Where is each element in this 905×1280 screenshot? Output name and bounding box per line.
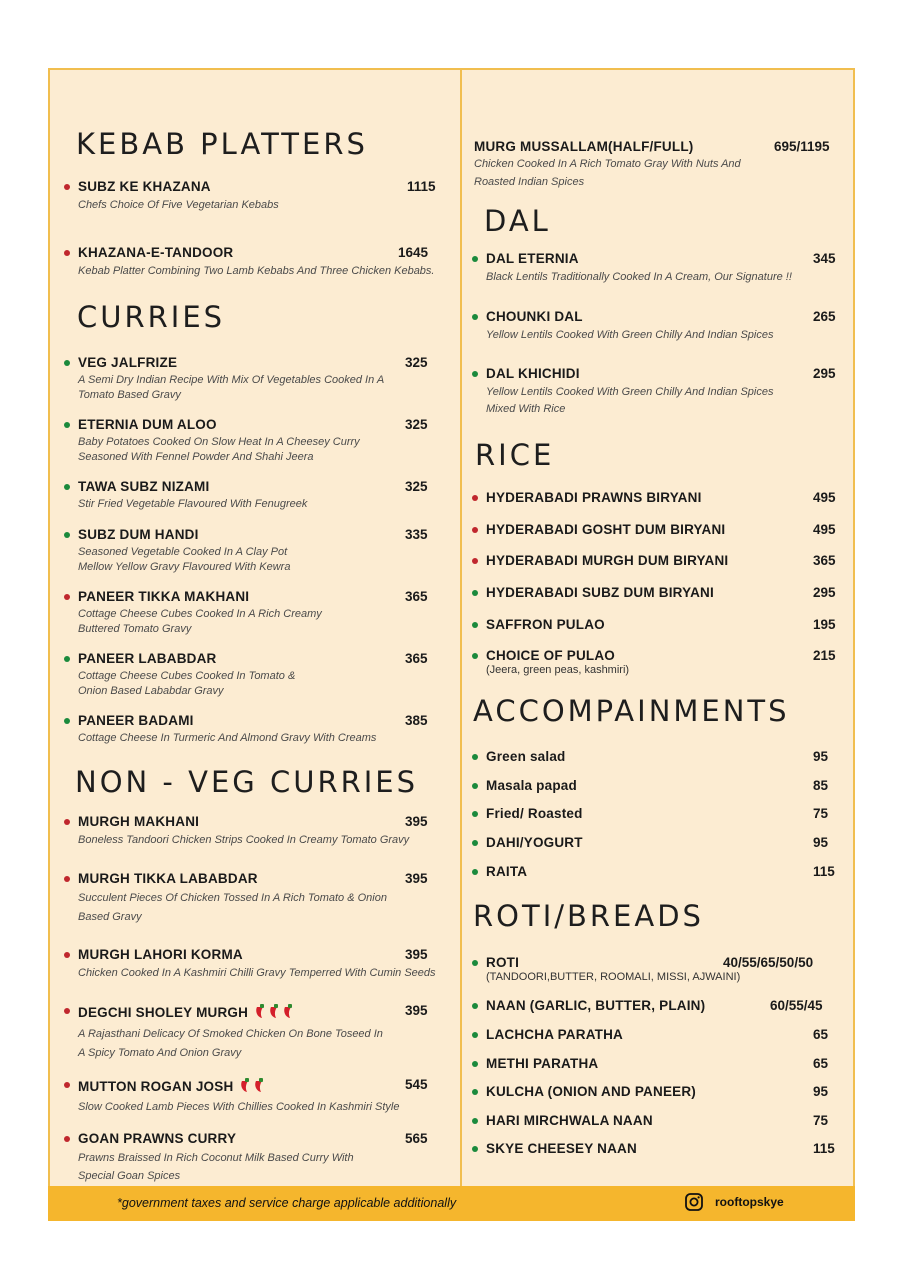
nonveg-dot xyxy=(472,495,478,501)
item-name: GOAN PRAWNS CURRY xyxy=(78,1131,237,1146)
item-price: 545 xyxy=(405,1077,428,1092)
item-price: 695/1195 xyxy=(774,139,830,154)
veg-dot xyxy=(472,1032,478,1038)
item-name: ETERNIA DUM ALOO xyxy=(78,417,217,432)
item-name: PANEER BADAMI xyxy=(78,713,194,728)
item-price: 495 xyxy=(813,522,836,537)
item-name: DAHI/YOGURT xyxy=(486,835,583,850)
menu-item xyxy=(486,617,836,632)
item-name: DAL KHICHIDI xyxy=(486,366,580,381)
nonveg-dot xyxy=(64,1136,70,1142)
item-description: Prawns Braissed In Rich Coconut Milk Based Curry With Special Goan Spices xyxy=(78,1152,354,1182)
item-options: (TANDOORI,BUTTER, ROOMALI, MISSI, AJWAINI) xyxy=(486,971,741,983)
item-price: 95 xyxy=(813,835,829,850)
menu-item xyxy=(78,527,428,575)
veg-dot xyxy=(64,422,70,428)
item-price: 75 xyxy=(813,806,829,821)
item-name: KULCHA (ONION AND PANEER) xyxy=(486,1084,696,1099)
veg-dot xyxy=(472,869,478,875)
item-price: 1645 xyxy=(398,245,429,260)
menu-item xyxy=(486,553,836,568)
item-options: (Jeera, green peas, kashmiri) xyxy=(486,664,630,676)
item-price: 115 xyxy=(813,1141,835,1156)
menu-item xyxy=(486,366,836,418)
item-name: CHOUNKI DAL xyxy=(486,309,583,324)
menu-item xyxy=(78,589,428,637)
item-price: 1115 xyxy=(407,179,436,194)
item-name: METHI PARATHA xyxy=(486,1056,599,1071)
chili-icon xyxy=(254,1003,302,1022)
menu-item xyxy=(486,1027,829,1042)
item-name: VEG JALFRIZE xyxy=(78,355,178,370)
item-price: 325 xyxy=(405,417,428,432)
section-title-kebab-platters: KEBAB PLATTERS xyxy=(76,127,368,161)
item-description: Stir Fried Vegetable Flavoured With Fenugreek xyxy=(78,498,308,510)
item-description: Chefs Choice Of Five Vegetarian Kebabs xyxy=(78,199,279,211)
menu-item xyxy=(78,713,428,746)
item-name: DAL ETERNIA xyxy=(486,251,579,266)
nonveg-dot xyxy=(64,250,70,256)
nonveg-dot xyxy=(64,876,70,882)
veg-dot xyxy=(472,622,478,628)
item-name: KHAZANA-E-TANDOOR xyxy=(78,245,234,260)
item-name: MURGH LAHORI KORMA xyxy=(78,947,243,962)
menu-item xyxy=(486,522,836,537)
item-name: HYDERABADI SUBZ DUM BIRYANI xyxy=(486,585,714,600)
item-price: 565 xyxy=(405,1131,428,1146)
item-price: 40/55/65/50/50 xyxy=(723,955,814,970)
section-title-accompaniments: ACCOMPAINMENTS xyxy=(473,694,790,728)
item-name: TAWA SUBZ NIZAMI xyxy=(78,479,210,494)
veg-dot xyxy=(472,1146,478,1152)
menu-item xyxy=(486,1141,835,1156)
item-price: 395 xyxy=(405,871,428,886)
menu-item xyxy=(486,251,836,286)
item-name: MURGH MAKHANI xyxy=(78,814,200,829)
menu-item xyxy=(486,955,814,983)
menu-item xyxy=(486,1084,829,1099)
chili-icon xyxy=(239,1077,273,1096)
veg-dot xyxy=(472,960,478,966)
veg-dot xyxy=(472,1003,478,1009)
item-name: CHOICE OF PULAO xyxy=(486,648,616,663)
item-name: MURG MUSSALLAM(HALF/FULL) xyxy=(474,139,694,154)
item-description: Yellow Lentils Cooked With Green Chilly And Indian Spices xyxy=(486,329,774,341)
item-name: SUBZ KE KHAZANA xyxy=(78,179,211,194)
veg-dot xyxy=(472,1118,478,1124)
nonveg-dot xyxy=(64,594,70,600)
item-description: Cottage Cheese Cubes Cooked In Tomato & Onion Based Lababdar Gravy xyxy=(78,670,296,697)
menu-item xyxy=(78,1003,428,1063)
item-name: LACHCHA PARATHA xyxy=(486,1027,623,1042)
veg-dot xyxy=(472,1089,478,1095)
menu-item xyxy=(78,417,428,465)
menu-item xyxy=(486,806,829,821)
nonveg-dot xyxy=(472,527,478,533)
veg-dot xyxy=(472,590,478,596)
item-name: HYDERABADI MURGH DUM BIRYANI xyxy=(486,553,729,568)
item-price: 365 xyxy=(405,589,428,604)
menu-item xyxy=(486,998,823,1013)
veg-dot xyxy=(472,256,478,262)
item-description: Seasoned Vegetable Cooked In A Clay Pot Mellow Yellow Gravy Flavoured With Kewra xyxy=(78,546,291,573)
section-title-curries: CURRIES xyxy=(77,300,226,334)
menu-item xyxy=(78,1131,428,1185)
veg-dot xyxy=(472,840,478,846)
item-name: RAITA xyxy=(486,864,528,879)
item-price: 345 xyxy=(813,251,836,266)
item-description: Boneless Tandoori Chicken Strips Cooked In Creamy Tomato Gravy xyxy=(78,834,410,846)
menu-item xyxy=(486,490,836,505)
item-description: Kebab Platter Combining Two Lamb Kebabs And Three Chicken Kebabs. xyxy=(78,265,435,277)
veg-dot xyxy=(472,653,478,659)
item-price: 95 xyxy=(813,1084,829,1099)
item-description: Succulent Pieces Of Chicken Tossed In A Rich Tomato & Onion Based Gravy xyxy=(78,892,387,923)
item-description: Baby Potatoes Cooked On Slow Heat In A Cheesey Curry Seasoned With Fennel Powder And Shahi Jeera xyxy=(78,436,360,463)
menu-item xyxy=(474,139,830,191)
item-description: Yellow Lentils Cooked With Green Chilly And Indian Spices Mixed With Rice xyxy=(486,386,774,415)
column-divider xyxy=(460,68,462,1186)
item-name: ROTI xyxy=(486,955,520,970)
item-description: Slow Cooked Lamb Pieces With Chillies Cooked In Kashmiri Style xyxy=(78,1101,400,1113)
item-price: 335 xyxy=(405,527,428,542)
item-price: 115 xyxy=(813,864,835,879)
tax-note: *government taxes and service charge applicable additionally xyxy=(117,1196,457,1210)
item-description: Chicken Cooked In A Rich Tomato Gray With Nuts And Roasted Indian Spices xyxy=(474,158,741,188)
menu-item xyxy=(486,835,829,850)
item-price: 85 xyxy=(813,778,829,793)
item-name: PANEER LABABDAR xyxy=(78,651,217,666)
menu-item xyxy=(78,814,428,849)
veg-dot xyxy=(472,811,478,817)
instagram-icon[interactable] xyxy=(684,1192,704,1212)
item-name: HARI MIRCHWALA NAAN xyxy=(486,1113,653,1128)
menu-item xyxy=(486,749,829,764)
menu-item xyxy=(78,245,434,280)
veg-dot xyxy=(472,314,478,320)
item-price: 65 xyxy=(813,1027,829,1042)
menu-item xyxy=(486,778,829,793)
section-title-dal: DAL xyxy=(484,204,551,238)
item-price: 385 xyxy=(405,713,428,728)
item-description: Chicken Cooked In A Kashmiri Chilli Gravy Temperred With Cumin Seeds xyxy=(78,967,436,979)
item-price: 295 xyxy=(813,366,836,381)
item-name: SAFFRON PULAO xyxy=(486,617,605,632)
menu-item xyxy=(78,179,436,214)
veg-dot xyxy=(472,754,478,760)
menu-item xyxy=(486,309,836,344)
instagram-handle[interactable]: rooftopskye xyxy=(715,1195,784,1209)
menu-item xyxy=(486,648,836,676)
veg-dot xyxy=(64,656,70,662)
item-price: 495 xyxy=(813,490,836,505)
item-price: 395 xyxy=(405,947,428,962)
section-title-non-veg-curries: NON - VEG CURRIES xyxy=(75,765,419,799)
item-name: HYDERABADI PRAWNS BIRYANI xyxy=(486,490,702,505)
veg-dot xyxy=(64,718,70,724)
item-name: Fried/ Roasted xyxy=(486,806,583,821)
menu-item xyxy=(486,585,836,600)
item-price: 265 xyxy=(813,309,836,324)
item-description: Cottage Cheese Cubes Cooked In A Rich Creamy Buttered Tomato Gravy xyxy=(78,608,322,635)
menu-item xyxy=(486,864,835,879)
item-price: 65 xyxy=(813,1056,829,1071)
menu-item xyxy=(78,651,428,699)
item-name: SKYE CHEESEY NAAN xyxy=(486,1141,637,1156)
menu-item xyxy=(78,947,436,982)
item-name: MURGH TIKKA LABABDAR xyxy=(78,871,258,886)
section-title-breads: ROTI/BREADS xyxy=(473,899,704,933)
menu-item xyxy=(486,1056,829,1071)
menu-item xyxy=(486,1113,829,1128)
veg-dot xyxy=(64,532,70,538)
item-price: 325 xyxy=(405,355,428,370)
item-price: 215 xyxy=(813,648,836,663)
item-price: 60/55/45 xyxy=(770,998,823,1013)
nonveg-dot xyxy=(64,184,70,190)
item-price: 195 xyxy=(813,617,836,632)
menu-item xyxy=(78,355,428,403)
item-price: 325 xyxy=(405,479,428,494)
item-description: A Semi Dry Indian Recipe With Mix Of Vegetables Cooked In A Tomato Based Gravy xyxy=(78,374,385,401)
veg-dot xyxy=(472,1061,478,1067)
item-price: 365 xyxy=(813,553,836,568)
item-price: 95 xyxy=(813,749,829,764)
item-price: 395 xyxy=(405,814,428,829)
nonveg-dot xyxy=(64,1008,70,1014)
nonveg-dot xyxy=(472,558,478,564)
veg-dot xyxy=(64,360,70,366)
item-price: 365 xyxy=(405,651,428,666)
section-title-rice: RICE xyxy=(475,438,555,472)
veg-dot xyxy=(472,783,478,789)
nonveg-dot xyxy=(64,819,70,825)
item-description: A Rajasthani Delicacy Of Smoked Chicken On Bone Toseed In A Spicy Tomato And Onion Gravy xyxy=(78,1028,383,1059)
item-description: Black Lentils Traditionally Cooked In A Cream, Our Signature !! xyxy=(486,271,792,283)
item-name: Masala papad xyxy=(486,778,577,793)
nonveg-dot xyxy=(64,1082,70,1088)
item-price: 395 xyxy=(405,1003,428,1018)
item-name: HYDERABADI GOSHT DUM BIRYANI xyxy=(486,522,726,537)
item-name: MUTTON ROGAN JOSH xyxy=(78,1077,399,1096)
item-price: 75 xyxy=(813,1113,829,1128)
item-name: SUBZ DUM HANDI xyxy=(78,527,199,542)
item-name: NAAN (GARLIC, BUTTER, PLAIN) xyxy=(486,998,706,1013)
menu-item xyxy=(78,1077,428,1116)
veg-dot xyxy=(472,371,478,377)
item-name: Green salad xyxy=(486,749,566,764)
nonveg-dot xyxy=(64,952,70,958)
veg-dot xyxy=(64,484,70,490)
item-price: 295 xyxy=(813,585,836,600)
item-name: DEGCHI SHOLEY MURGH xyxy=(78,1003,383,1022)
menu-item xyxy=(78,871,428,927)
item-name: PANEER TIKKA MAKHANI xyxy=(78,589,250,604)
item-description: Cottage Cheese In Turmeric And Almond Gravy With Creams xyxy=(78,732,377,744)
menu-item xyxy=(78,479,428,512)
